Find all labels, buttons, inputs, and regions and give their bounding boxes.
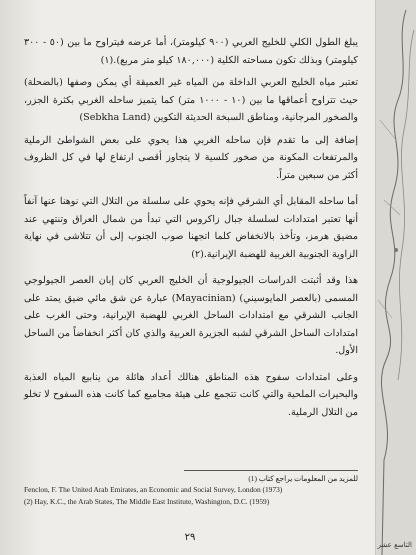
body-text [24,34,358,430]
map-figure-edge [375,0,416,555]
map-outline-icon [376,0,416,555]
paragraph-2: تعتبر مياه الخليج العربي الداخلة من المياه غير العميقة أي يمكن وصفها (بالضحلة) حيث تتراوح أعماقها ما بين (١٠ - ١٠٠٠ متر) كما يتميز ساحله الغربي بكثرة الجزر، والصخور المرجانية، ومناطق السبخة الحديثة التكوين (Sebkha Land) [24,77,358,123]
footnote-1-label: (1) للمزيد من المعلومات يراجع كتاب [248,474,358,483]
footnote-1-reference: Fenclon, F. The United Arab Emirates, an Economic and Social Survey, London (1973) [24,485,283,494]
footnote-divider [184,470,358,471]
page-number: ٢٩ [184,532,196,543]
paragraph-4: أما ساحله المقابل أي الشرقي فإنه يحوي على سلسلة من التلال التي نوهنا عنها آنفاً أنها تعتبر امتدادات لسلسلة جبال زاكروس التي تبدأ من شمال العراق وتنتهي عند مضيق هرمز، وتأخذ بالانخفاض كلما اتجهنا صوب الجنوب إلى أن تتلاشى في نهاية الزاوية الجنوبية الغربية للهضبة الإيرانية.(٢) [24,196,358,260]
map-label: التاسع عشر [377,541,412,549]
paragraph-3: إضافة إلى ما تقدم فإن ساحله الغربي هذا يحوي على بعض الشواطئ الرملية والمرتفعات المكونة من صخور كلسية لا يتجاوز أقصى ارتفاع لها في كل الظروف أكثر من سبعين متراً. [24,134,358,181]
footnote-2-reference: (2) Hay, K.C., the Arab States, The Middle East Institute, Washington, D.C. (1959) [24,497,270,506]
paragraph-5: هذا وقد أثبتت الدراسات الجيولوجية أن الخليج العربي كان إبان العصر الجيولوجي المسمى (بالعصر المايوسيني) (Mayacinian) عبارة عن شق مائي ضيق يمتد على الجانب الشرقي مع امتدادات الساحل الغربي للهضبة الإيرانية، وحتى الغرب على امتدادات الساحل الشرقي لشبه الجزيرة العربية والذي كان أكثر انخفاضاً من الساحل الأول. [24,275,358,356]
paragraph-6: وعلى امتدادات سفوح هذه المناطق هنالك أعداد هائلة من ينابيع المياه العذبة والبحيرات الملحية والتي كانت تتجمع على هيئة مجاميع كما كانت هذه السفوح لا تخلو من التلال الرملية. [24,371,358,418]
paragraph-1: يبلغ الطول الكلي للخليج العربي (٩٠٠ كيلومتر)، أما عرضه فيتراوح ما بين (٥٠ - ٣٠٠ كيلومتر) وبذلك تكون مساحته الكلية (١٨٠,٠٠٠ كيلو متر مربع).(١) [24,37,359,66]
